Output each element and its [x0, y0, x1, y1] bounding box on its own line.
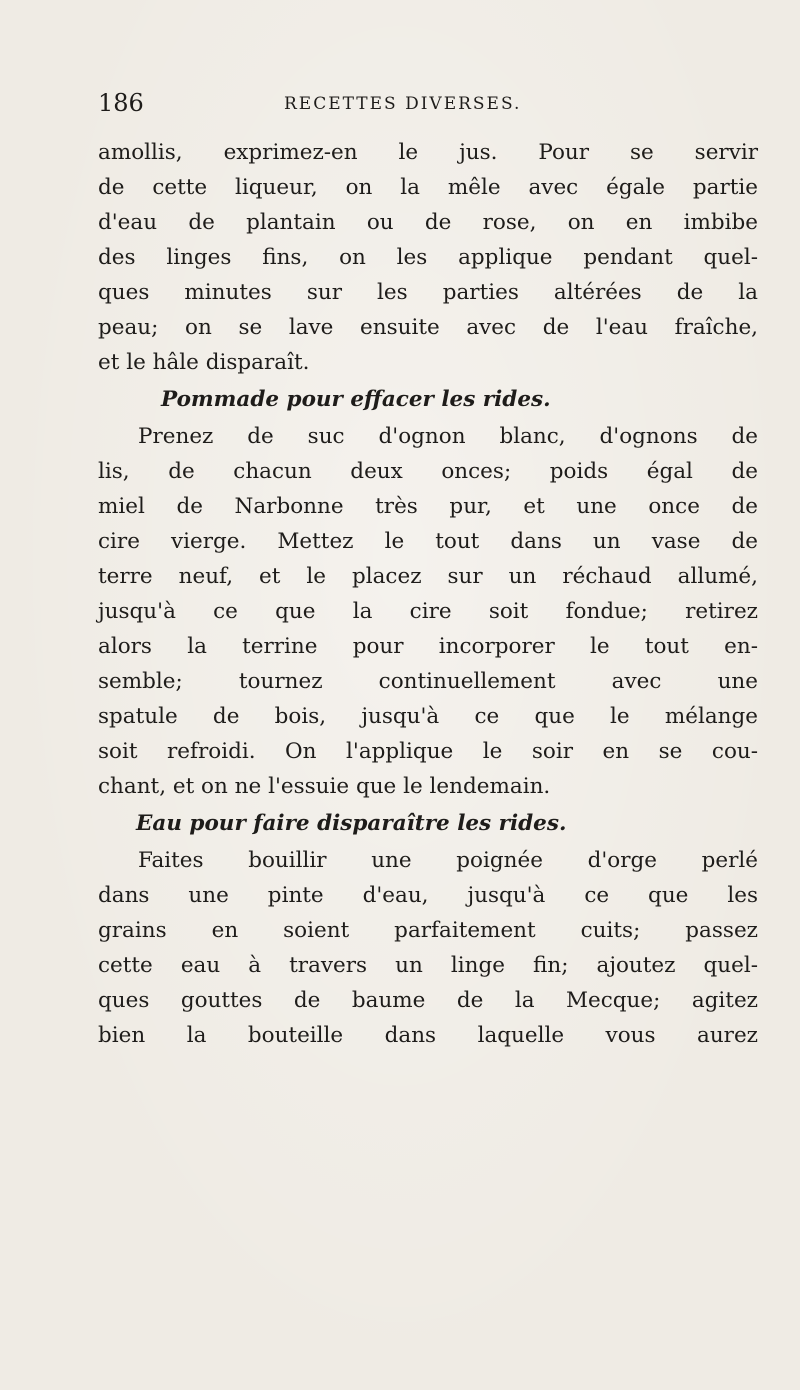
text-line: miel de Narbonne très pur, et une once de	[98, 494, 758, 519]
running-title: RECETTES DIVERSES.	[284, 94, 522, 114]
text-line: chant, et on ne l'essuie que le lendemain.	[98, 774, 551, 799]
page-header	[98, 88, 718, 118]
text-line: terre neuf, et le placez sur un réchaud allumé,	[98, 564, 758, 589]
paragraph-continuation	[98, 135, 758, 380]
section-heading-pommade: Pommade pour effacer les rides.	[161, 387, 551, 412]
text-line: bien la bouteille dans laquelle vous aurez	[98, 1023, 758, 1048]
text-line: semble; tournez continuellement avec une	[98, 669, 758, 694]
section-heading-eau: Eau pour faire disparaître les rides.	[136, 811, 567, 836]
text-line: des linges fins, on les applique pendant quel-	[98, 245, 758, 270]
paragraph-pommade	[98, 419, 758, 804]
text-line: Faites bouillir une poignée d'orge perlé	[138, 848, 758, 873]
text-line: de cette liqueur, on la mêle avec égale partie	[98, 175, 758, 200]
page-body	[98, 135, 758, 1053]
text-line: et le hâle disparaît.	[98, 350, 310, 375]
text-line: Prenez de suc d'ognon blanc, d'ognons de	[138, 424, 758, 449]
text-line: ques minutes sur les parties altérées de la	[98, 280, 758, 305]
text-line: spatule de bois, jusqu'à ce que le mélange	[98, 704, 758, 729]
text-line: alors la terrine pour incorporer le tout en-	[98, 634, 758, 659]
text-line: dans une pinte d'eau, jusqu'à ce que les	[98, 883, 758, 908]
text-line: cette eau à travers un linge fin; ajoutez quel-	[98, 953, 758, 978]
text-line: ques gouttes de baume de la Mecque; agitez	[98, 988, 758, 1013]
text-line: amollis, exprimez-en le jus. Pour se servir	[98, 140, 758, 165]
text-line: grains en soient parfaitement cuits; passez	[98, 918, 758, 943]
text-line: jusqu'à ce que la cire soit fondue; retirez	[98, 599, 758, 624]
text-line: lis, de chacun deux onces; poids égal de	[98, 459, 758, 484]
text-line: d'eau de plantain ou de rose, on en imbibe	[98, 210, 758, 235]
paragraph-eau	[98, 843, 758, 1053]
text-line: peau; on se lave ensuite avec de l'eau fraîche,	[98, 315, 758, 340]
text-line: soit refroidi. On l'applique le soir en se cou-	[98, 739, 758, 764]
text-line: cire vierge. Mettez le tout dans un vase de	[98, 529, 758, 554]
page-number: 186	[98, 89, 144, 117]
